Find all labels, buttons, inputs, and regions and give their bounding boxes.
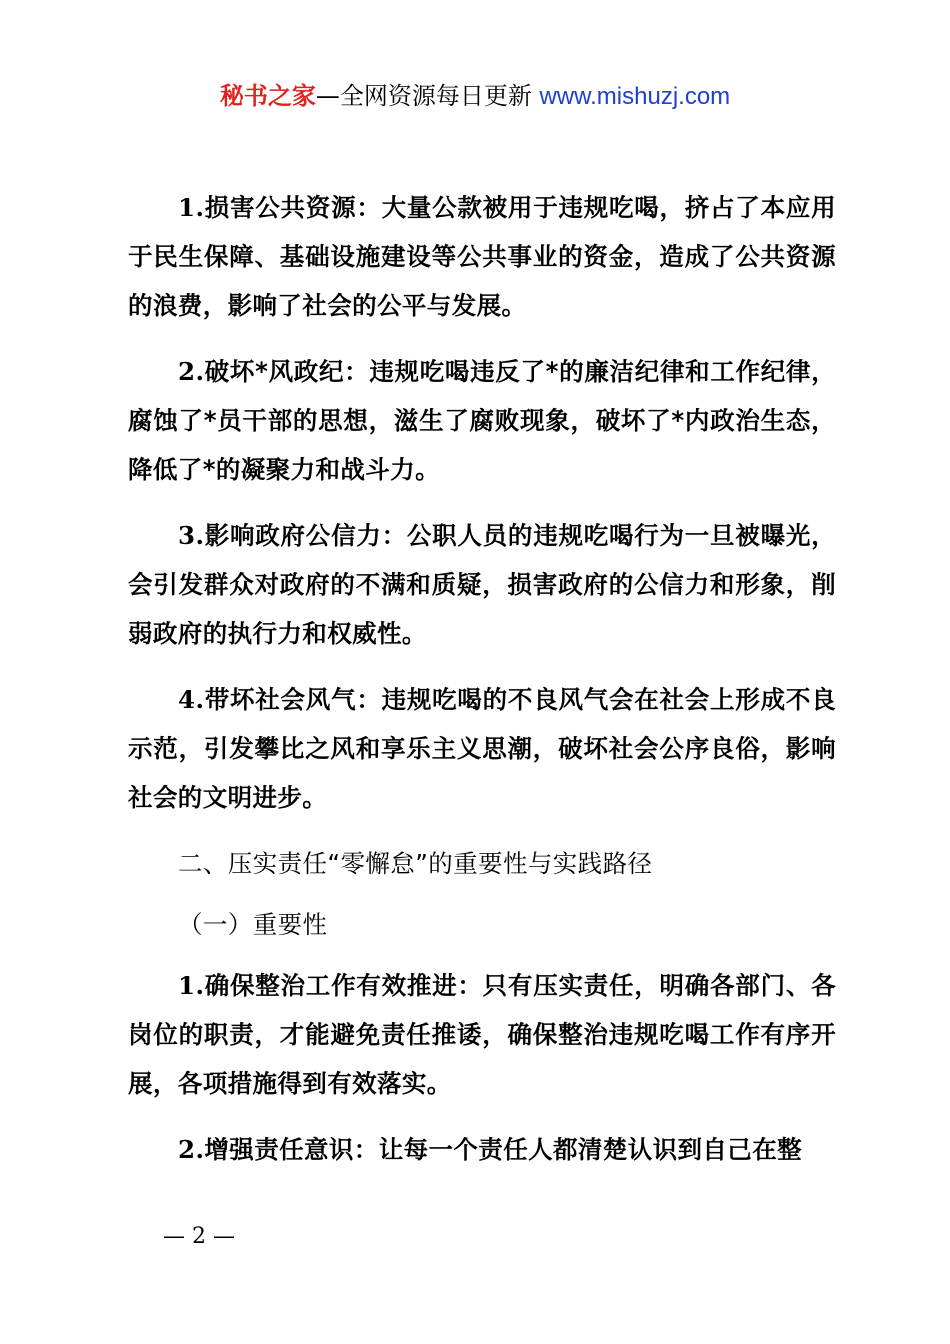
brand-name: 秘书之家 <box>219 82 316 110</box>
item-number: 3. <box>178 521 205 550</box>
paragraph-discipline <box>128 347 836 494</box>
section-heading <box>128 839 836 888</box>
item-number: 2. <box>178 357 205 386</box>
document-body <box>128 183 836 1191</box>
subsection-heading <box>128 900 836 949</box>
paragraph-responsibility <box>128 1125 836 1174</box>
paragraph-credibility <box>128 511 836 658</box>
item-number: 2. <box>178 1135 205 1164</box>
site-url[interactable]: www.mishuzj.com <box>539 83 731 110</box>
header-tagline: —全网资源每日更新 <box>315 82 540 110</box>
paragraph-text: 破坏*风政纪：违规吃喝违反了*的廉洁纪律和工作纪律，腐蚀了*员干部的思想，滋生了腐败现象，破坏了*内政治生态，降低了*的凝聚力和战斗力。 <box>128 357 836 484</box>
paragraph-text: 增强责任意识：让每一个责任人都清楚认识到自己在整 <box>204 1135 802 1164</box>
item-number: 1. <box>178 971 205 1000</box>
item-number: 4. <box>178 685 205 714</box>
page-number: — 2 — <box>163 1224 235 1249</box>
paragraph-public-resources <box>128 183 836 330</box>
site-header <box>0 80 950 113</box>
section-heading-text: 二、压实责任“零懈怠”的重要性与实践路径 <box>178 849 653 878</box>
item-number: 1. <box>178 193 205 222</box>
paragraph-text: 带坏社会风气：违规吃喝的不良风气会在社会上形成不良示范，引发攀比之风和享乐主义思潮，破坏社会公序良俗，影响社会的文明进步。 <box>128 685 836 812</box>
paragraph-text: 影响政府公信力：公职人员的违规吃喝行为一旦被曝光，会引发群众对政府的不满和质疑，损害政府的公信力和形象，削弱政府的执行力和权威性。 <box>128 521 836 648</box>
paragraph-text: 损害公共资源：大量公款被用于违规吃喝，挤占了本应用于民生保障、基础设施建设等公共事业的资金，造成了公共资源的浪费，影响了社会的公平与发展。 <box>128 193 836 320</box>
paragraph-ensure-progress <box>128 961 836 1108</box>
paragraph-social-ethos <box>128 675 836 822</box>
subsection-heading-text: （一）重要性 <box>178 910 328 939</box>
paragraph-text: 确保整治工作有效推进：只有压实责任，明确各部门、各岗位的职责，才能避免责任推诿，确保整治违规吃喝工作有序开展，各项措施得到有效落实。 <box>128 971 836 1098</box>
